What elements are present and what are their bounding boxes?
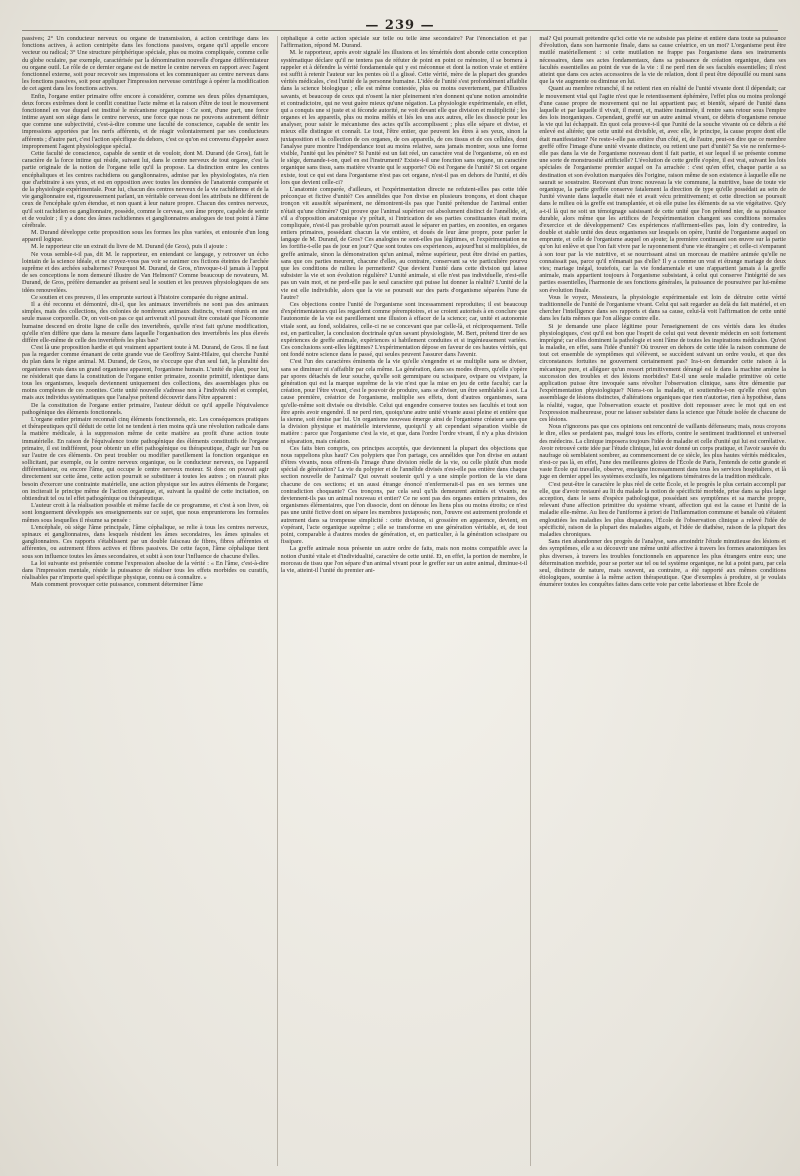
text-column-middle [281, 36, 528, 1168]
paragraph: C'est là une proposition hardie et qui vraiment appartient toute à M. Durand, de Gros. Il ne faut pas la regarder comme émanant de cette grande vue de Geoffroy Saint-Hilaire, qui cherche l'unité du plan dans le règne animal. M. Durand, de Gros, ne s'occupe que d'un seul fait, la pluralité des organismes vrais dans un grand organisme apparent, l'organisme humain. L'unité du plan, pour lui, ne résiderait que dans la constitution de l'organe entier primaire, zoonite primitif, identique dans tous les organismes, lesquels deviennent uniquement des collections, des assemblages plus ou moins complexes de ces zoonites. Cette unité nouvelle s'adresse non à l'individu réel et complet, mais aux individus systématiques que l'analyse prétend découvrir dans l'être apparent : [22, 345, 269, 402]
header-rule [22, 30, 778, 31]
paragraph: L'anatomie comparée, d'ailleurs, et l'expérimentation directe ne refutent-elles pas cette idée préconçue et fictive d'unité? Ces annélides que l'on divise en plusieurs tronçons, et dont chaque tronçon vit aussitôt séparément, ne démontrent-ils pas que l'unité prétendue de l'animal entier n'était qu'une chimère? Qui prouve que l'animal supérieur est absolument distinct de l'annélide, et, s'il a d'opposition anatomique s'y prêtait, si l'intrication de ses parties constituantes était moins compliquée, n'est-il pas probable qu'on pourrait aussi le séparer en parties, en zoonites, en organes entiers primaires, possédant chacun la vie entière, et doués de leur âme propre, pour parler le langage de M. Durand, de Gros? Ces analogies ne sont-elles pas légitimes, et l'expérimentation ne les fortifie-t-elle pas de jour en jour? Que sont toutes ces expériences, aujourd'hui si multipliées, de greffe animale, sinon la démonstration qu'un animal, même supérieur, peut être divisé en parties, sans que ces parties meurent, chacune d'elles, au contraire, conservant sa vie particulière pourvu que les conditions de milieu le permettent? Que devient l'unité dans cette division qui laisse subsister la vie et son évolution régulière? L'unité animale, si elle n'est pas individuelle, n'est-elle pas un vain mot, et ne perd-elle pas le seul caractère qui puisse lui donner la réalité? L'unité de la vie est elle indivisible, alors que la vie se poursuit sur des parts d'organisme séparées l'une de l'autre? [280, 186, 528, 301]
paragraph: Vous le voyez, Messieurs, la physiologie expérimentale est loin de détruire cette vérité traditionnelle de l'unité de l'organisme vivant. Celui qui sait regarder au delà du fait matériel, et en chercher l'intelligence dans ses rapports et dans sa cause, celui-là voit l'affirmation de cette unité dans les faits mêmes que l'on allègue contre elle. [539, 294, 786, 323]
paragraph: céphalique à cette action spéciale sur telle ou telle âme secondaire? Par l'énonciation et par l'affirmation, répond M. Durand. [280, 36, 528, 50]
paragraph: passives; 2° Un conducteur nerveux ou organe de transmission, à action centrifuge dans les fonctions actives, à action centripète dans les fonctions passives, organe qu'il appelle encore vecteur ou radical; 3° Une structure périphérique spéciale, plus ou moins compliquée, comme celle du globe oculaire, par exemple, caractérisée par la dénomination nouvelle d'organe différentiateur ou organe outil. Le rôle de ce dernier organe est de mettre le centre nerveux en rapport avec l'agent fonctionnel externe, soit pour recevoir ses impressions et les communiquer au centre nerveux dans les fonctions passives, soit pour appliquer l'impression nerveuse centrifuge à opérer la modification de cet agent dans les fonctions actives. [22, 36, 269, 93]
paragraph: Nous n'ignorons pas que ces opinions ont rencontré de vaillants défenseurs; mais, nous croyons le dire, elles se perdaient pas, malgré tous les efforts, contre le sentiment traditionnel et universel des médecins. La clinique imposera toujours l'idée de maladie et celle d'unité qui lui est corrélative. Avoir retrouvé cette idée par l'étude clinique, lui avoir donné un corps pratique, et l'avoir sauvée du naufrage où semblaient sombrer, au commencement de ce siècle, les plus hautes vérités médicales, n'est-ce pas là, en effet, l'une des meilleures gloires de l'École de Paris, l'entends de cette grande et vaste École qui travaille, observe, enseigne incessamment dans tous les services hospitaliers, et là juge en dernier appel les systèmes exclusifs, les négations téméraires de la tradition médicale. [539, 424, 786, 481]
paragraph: Si je demande une place légitime pour l'enseignement de ces vérités dans les études physiologiques, c'est qu'il est bon que l'esprit de celui qui veut devenir médecin en soit fortement imprégné; car elles dominent la pathologie et sont l'âme de toutes les inspirations médicales. Qu'est la maladie, en effet, sans l'idée d'unité? Où trouver en dehors de cette idée la raison commune de tout cet ensemble de symptômes qui s'élèvent, se succèdent suivant un ordre voulu, et que des circonstances fortuites ne gouvernent certainement pas? Ira-t-on demander cette raison à la mécanique pure, et alléguer qu'un ressort primitivement dérangé est le dans la machine amène la succession des troubles et des lésions morbides? Est-il une seule maladie primitive où cette application puisse être invoquée sans révolter l'observation clinique, sans être démentie par l'expérimentation physiologique? Niera-t-on la maladie, et soutiendra-t-on qu'elle n'est qu'un assemblage de lésions distinctes, d'altérations organiques que rien n'autorise, rien à hypothèse, dans la réalité, vague, que l'observation exacte et positive doit repousser avec le mot qui en est l'expression malheureuse, pour ne laisser subsister dans la science que l'étude isolée de chacune de ces lésions. [539, 323, 786, 423]
paragraph: Ne vous semble-t-il pas, dit M. le rapporteur, en entendant ce langage, y retrouver un écho lointain de la science idéale, et ne croyez-vous pas voir se ranimer ces fictions éteintes de l'archée suprême et des archées subalternes? Pourquoi M. Durand, de Gros, n'invoque-t-il jamais à l'appui de ses conceptions le nom demeuré illustre de Van Helmont? Comme beaucoup de novateurs, M. Durand, de Gros, préfère demander au présent seul le soutien et les preuves physiologiques de ses idées renouvelées. [22, 251, 269, 294]
column-divider [530, 36, 531, 1166]
paragraph: Mais comment provoquer cette puissance, comment déterminer l'âme [31, 582, 203, 589]
paragraph: C'est l'un des caractères éminents de la vie qu'elle s'engendre et se multiplie sans se diviser, sans se diminuer ni s'affaiblir par cela même. La génération, dans ses modes divers, qu'elle s'opère par spores détachés de leur souche, qu'elle soit gemmipare ou scissipare, ovipare ou vivipare, la génération qui est la marque suprême de la vie n'est que la mise en jeu de cette faculté; car la création, pour l'être vivant, c'est le pouvoir de produire, sans se diviser, un être semblable à soi. La cause première, créatrice de l'organisme, multiplie ses effets, dont d'autres organismes, sans qu'elle-même soit divisée ou divisible. Celui qui engendre conserve toutes ses facultés et tout son être après avoir engendré. Il ne perd rien, quoiqu'une autre unité vivante aussi pleine et entière que la sienne, soit émise par lui. Un organisme nouveau émerge ainsi de l'organisme créateur sans que la division physique et matérielle intervienne, quoiqu'il y ait cependant séparation visible de matière : parce que l'organisme c'est la vie, et que, dans l'ordre l'ordre vivant, il n'y a plus division ni séparation, mais création. [280, 359, 528, 445]
paragraph: De la constitution de l'organe entier primaire, l'auteur déduit ce qu'il appelle l'équivalence pathogénique des éléments fonctionnels. [22, 402, 269, 416]
text-column-left [22, 36, 269, 1168]
paragraph: M. le rapporteur cite un extrait du livre de M. Durand (de Gros), puis il ajoute : [31, 244, 228, 251]
paragraph: La greffe animale nous présente un autre ordre de faits, mais non moins compatible avec la notion d'unité vitale et d'individualité, caractère de cette unité. Et, en effet, la portion de membre, le morceau de tissu que l'on sépare d'un animal vivant pour le greffer sur un autre animal, diminue-t-il la vie, atteint-il l'unité du premier ani- [280, 546, 528, 574]
text-columns [22, 36, 786, 1168]
paragraph: M. le rapporteur, après avoir signalé les illusions et les témérités dont abonde cette conception systématique déclare qu'il ne tentera pas de réfuter de point en point ce mémoire, il se bornera à rappeler et à défendre la vérité fondamentale qui y est méconnue et dont la notion vraie et entière est suffit à retenir l'auteur sur les pentes où il a glissé. Cette vérité, mère de la plupart des grandes vérités médicales, c'est l'unité de la personne humaine. L'idée de l'unité s'est profondément affaiblie dans la science biologique ; elle est même contestée, plus ou moins ouvertement, par d'illustres savants, et beaucoup de ceux qui n'osent la nier pleinement n'en donnent qu'une notion amoindrie et contradictoire, qui ne veut guère mieux qu'une négation. La physiologie expérimentale, en effet, qui a conquis une si juste et si féconde autorité, ne voit devant elle que division et multiplicité ; les organes et les appareils, plus ou moins mêlés et liés les uns aux autres, elle les dissocie pour les analyser, pour saisir le mécanisme des actes qu'ils accomplissent ; plus elle sépare et divise, et mieux elle distingue et connaît. Le tout, l'être entier, que peuvent les êtres à ses yeux, sinon la juxtaposition et la collection de ces organes, de ces appareils, de ces tissus et de ces cellules, dont l'analyse pure montre l'indépendance tout au moins relative, sans jamais montrer, sous une forme visible, l'unité qui les pénètre? Si l'unité est un fait réel, un caractère vrai de l'organisme, où en est le siège, demande-t-on, quel en est l'instrument? Existe-t-il une fonction sans organe, un caractère organique sans tissu, sans matière vivante qui le supporte? Où est l'organe de l'unité? Si cet organe existe, tout ce qui est dans l'organisme n'est pas cet organe, n'est-il pas en dehors de l'unité, et dès lors que devient celle-ci? [280, 50, 528, 186]
paragraph: Cette faculté de conscience, capable de sentir et de vouloir, dont M. Durand (de Gros), fait le caractère de la force intime qui réside, suivant lui, dans le centre nerveux de tout organe, c'est la partie originale de la notion de l'organe telle qu'il la propose. La distinction entre les centres encéphaliques et les centres rachidiens ou ganglionnaires, admise par les physiologistes, n'a rien que d'arbitraire à ses yeux, et est en opposition avec toutes les données de l'anatomie comparée et de la physiologie expérimentale. Pour lui, chacun des centres nerveux de la vie rachidienne et de la vie ganglionnaire est, rigoureusement parlant, un véritable cerveau dont les attributs ne diffèrent de ceux de l'encéphale qu'en étendue, et non quant à leur nature propre. Chacun des centres nerveux, qu'il soit rachidien ou ganglionnaire, possède, comme le cerveau, son âme propre, capable de sentir et de vouloir ; il y a donc des âmes rachidiennes et ganglionnaires analogues de tout point à l'âme cérébrale. [22, 151, 269, 229]
text-column-right [539, 36, 786, 1168]
paragraph: Sans rien abandonner des progrès de l'analyse, sans amoindrir l'étude minutieuse des lésions et des symptômes, elle a su découvrir une même unité affective à travers les formes anatomiques les plus diverses, à travers les troubles fonctionnels en apparence les plus étrangers entre eux; une détermination morbide, pour se porter sur tel ou tel système organique, ne lui a point paru, par cela seul, distincte de nature, mais souvent, au contraire, a été rapporté aux mêmes conditions étiologiques, soumise à la même action thérapeutique. Que d'exemples à produire, si je voulais énumérer toutes les conquêtes faites dans cette voie par cette laborieuse et libre École de [539, 539, 786, 589]
paragraph: Ces faits bien compris, ces principes acceptés, que deviennent la plupart des objections que nous rappelions plus haut? Ces polypiers que l'on partage, ces annélides que l'on divise en autant d'êtres vivants, nous offrent-ils l'image d'une division réelle de la vie, ou celle plutôt d'un mode spécial de génération? La vie du polypier et de l'annélide divisés n'est-elle pas entière dans chaque section nouvelle de l'animal? Qui ouvrait soutenir qu'il y a une simple portion de la vie dans chacune de ces sections; et un aussi étrange énoncé n'enfermerait-il pas en ses termes une contradiction choquante? Ces tronçons, par cela seul qu'ils demeurent animés et vivants, ne deviennent-ils pas un animal nouveau et entier? Ce ne sont pas des organes entiers primaires, des organismes élémentaires, que l'on dissocie, dont on dénoue les liens plus ou moins étroits; ce n'est pas une unité fictive dont on sépare les membres juxtaposés; non, l'œuvre est autrement profonde et autrement dans sa trompeuse simplicité : cette division, si grossière en apparence, devient, en s'opérant, l'acte organique suprême ; elle se transforme en une génération véritable, et, de tout point, comparable à d'autres modes de génération, et, en particulier, à la génération scissipare ou fissipare. [280, 445, 528, 546]
paragraph: Ce soutien et ces preuves, il les emprunte surtout à l'histoire comparée du règne animal. [31, 294, 249, 301]
paragraph: La loi suivante est présentée comme l'expression absolue de la vérité : « En l'âme, c'est-à-dire dans l'impression mentale, réside la puissance de réaliser tous les effets morbides ou curatifs, réalisables par n'importe quel spécifique physique, connu ou à connaître. » [22, 560, 269, 582]
paragraph: L'organe entier primaire reconnaît cinq éléments fonctionnels, etc. Les conséquences pratiques et thérapeutiques qu'il déduit de cette loi ne tendent à rien moins qu'à une révolution radicale dans la matière médicale, à la suppression même de cette matière au profit d'une action toute immatérielle. En raison de l'équivalence toute pathogénique des éléments constitutifs de l'organe primaire, il est indifférent, pour obtenir un effet pathogénique ou thérapeutique, d'agir sur l'un ou sur l'autre de ces éléments. On peut troubler ou modifier pareillement la fonction organique en sollicitant, par exemple, ou le centre nerveux organique, ou le conducteur nerveux, ou l'appareil différentiateur, ou encore l'âme, qui occupe le centre nerveux moteur. Si donc on pouvait agir directement sur cette âme, cette action pourrait se substituer à toutes les autres ; on n'aurait plus besoin d'exercer une contrainte matérielle, une action physique sur les autres éléments de l'organe; on inciterait le principe même de l'action organique, et, suivant la qualité de cette incitation, on obtiendrait tel ou tel effet pathogénique ou thérapeutique. [22, 416, 269, 502]
paragraph: M. Durand développe cette proposition sous les formes les plus variées, et entourée d'un long appareil logique. [22, 230, 269, 244]
paragraph: C'est peut-être le caractère le plus réel de cette École, et le progrès le plus certain accompli par elle, que d'avoir restauré au lit du malade la notion de spécificité morbide, prise dans sa plus large acception, dans le sens d'espèce pathologique, possédant ses symptômes et sa marche propre, relevant d'une affection primitive du système vivant, affection qui est la cause et l'unité de la maladie elle-même. Au lieu de l'uniforme à priori de l'inflammation commune et banale où s'étaient engloutiées les maladies les plus disparates, l'École de l'observation clinique a relevé l'idée de spécificité, raison de la plupart des maladies aiguës, et l'idée de diathèse, raison de la plupart des maladies chroniques. [539, 481, 786, 538]
paragraph: Ces objections contre l'unité de l'organisme sont incessamment reproduites; il est beaucoup d'expérimentateurs qui les regardent comme péremptoires, et se croient autorisés à en conclure que l'autonomie de la vie est pareillement une illusion à effacer de la science; car, unité et autonomie vitale sont, au fond, solidaires, celle-ci ne se concevant que par celle-là, et réciproquement. Telle est, en particulier, la conclusion doctrinale qu'un savant physiologiste, M. Bert, prétend tirer de ses expériences de greffe animale, expériences si habilement conduites et si ingénieusement variées. Ces conclusions sont-elles légitimes? L'expérimentation dépose en faveur de ces hautes vérités, qui ont fondé notre science dans le passé, qui seules peuvent l'assurer dans l'avenir. [280, 301, 528, 359]
column-divider [277, 36, 278, 1166]
paragraph: Il a été reconnu et démontré, dit-il, que les animaux invertébrés ne sont pas des animaux simples, mais des collections, des colonies de nombreux animaux distincts, vivant réunis en une seule masse corporelle. Or, on voit-on pas ce qui arriverait s'il pouvait être constaté que l'économie humaine descend en droite ligne de celle des invertébrés, qu'elle n'est fait qu'une modification, qu'elle n'en diffère que dans la mesure dans laquelle l'organisation des invertébrés les plus élevés diffère elle-même de celle des invertébrés les plus bas? [22, 301, 269, 344]
page-number: — 239 — [365, 17, 435, 33]
paragraph: mal? Qui pourrait prétendre qu'ici cette vie ne subsiste pas pleine et entière dans toute sa puissance d'évolution, dans son harmonie finale, dans sa cause créatrice, en un mot? L'organisme peut être mutilé matériellement : si cette mutilation ne frappe pas l'organisme dans ses instruments nécessaires, dans ses actes fondamentaux, dans sa puissance de création organique, dans ses facultés essentielles au point de vue de la vie : il ne perd rien de ses facultés essentielles; il n'est atteint que dans ces actes accessoires de la vie de relation, dont il peut être dépouillé ou muni sans que la vie augmente ou diminue en lui. [539, 36, 786, 86]
paragraph: L'auteur croit à la réalisation possible et même facile de ce programme, et c'est à son livre, où sont longuement développés ses enseignements sur ce sujet, que nous emprunterons les formules mêmes sous lesquelles il résume sa pensée : [22, 503, 269, 524]
paragraph: L'encéphale, où siège l'âme principale, l'âme céphalique, se relie à tous les centres nerveux, spinaux et ganglionnaires, dans lesquels résident les âmes secondaires, les âmes spinales et ganglionnaires. Ces rapports s'établissent par un double faisceau de fibres, fibres afférentes et afférentes, ou autrement fibres actives et fibres passives. De cette façon, l'âme céphalique tient sous son influence toutes les âmes secondaires, et subit à son tour l'influence de chacune d'elles. [22, 524, 269, 560]
paragraph: Enfin, l'organe entier primaire offre encore à considérer, comme ses deux pôles dynamiques, deux forces extrêmes dont le conflit constitue l'acte même et la raison d'être de tout le mouvement fonctionnel en vue duquel est institué le mécanisme organique : Ce sont, d'une part, une force intime ayant son siège dans le centre nerveux, une force que nous ne pouvons autrement définir que comme une subjectivité, c'est-à-dire comme une faculté de conscience, capable de sentir les impressions apportées par les nerfs afférents, et de réagir volontairement par ses conducteurs afférents ; d'autre part, c'est l'action spécifique du dehors, c'est ce qu'on est convenu d'appeler assez improprement l'agent physiologique spécial. [22, 93, 269, 150]
paragraph: Quant au membre retranché, il ne retient rien en réalité de l'unité vivante dont il dépendait; car le mouvement vital qui l'agite n'est que le retentissement éphémère, l'effet plus ou moins prolongé d'une cause propre de mouvement qui ne lui appartient pas; et bientôt, séparé de l'unité dans laquelle et par laquelle il vivait, il meurt, et, matière inanimée, il rentre sans retour sous l'empire des lois inorganiques. Cependant, greffé sur un autre animal vivant, ce débris d'organisme renoue la vie qui lui échappait. En quoi cela prouve-t-il que l'unité de la souche vivante où ce débris a été enlevé est altérée; que cette unité est divisible, et, avec elle, le principe, la cause propre dont elle était manifestation? Ne reste-t-elle pas entière d'un côté, et, de l'autre, peut-on dire que ce membre greffé offre l'image d'une unité vivante distincte, ou retient une part d'unité? Sa vie ne renferme-t-elle pas dans la vie de l'organisme nouveau dont il fait partie, et sur lequel il se présente comme une sorte de monstruosité artificielle? L'évolution de cette greffe s'opère, il est vrai, suivant les lois spéciales de l'organisme premier auquel on l'a arrachée : c'est qu'en effet, chaque partie a sa destination et son évolution marquées dès l'origine, raison même de son existence à laquelle elle ne saurait se soustraire. Recevant d'un tronc nouveau la vie commune, la nutritive, base de toute vie organique, la partie greffée conserve fatalement la direction de type qu'elle possédait au sein de l'unité vivante dans laquelle était née et avait vécu primitivement; et cette direction se poursuit dans le milieu où la greffe est transplantée, et où elle puise les éléments de sa vie végétative. Qu'y a-t-il là qui ne soit un témoignage saisissant de cette unité que l'on prétend nier, de sa puissance durable, alors même que les artifices de l'expérimentation changent ses conditions normales d'exercice et de développement? Ces expériences n'affirment-elles pas, loin d'y contredire, la double et stable unité des deux organismes sur lesquels on opère, l'unité de l'organisme auquel on emprunte, et celle de l'organisme auquel on ajoute; la première continuant son œuvre sur la partie qu'on lui enlève et que l'on fait vivre par le rayonnement d'une vie étrangère ; et celle-ci s'emparant à son tour par la vie nutritive, et se nourrissant ainsi un morceau de matière animée qu'elle ne connaissait pas, parce qu'il n'émanait pas d'elle? Il y a comme un vrai et étrange mariage de deux vies; mariage inégal, toutefois, car la vie fondamentale et une n'appartient jamais à la greffe animale, mais appartient toujours à l'organisme subsistant, à celui qui conserve l'intégrité de ses parties essentielles, l'harmonie de ses fonctions générales, la puissance de poursuivre par lui-même son évolution finale. [539, 86, 786, 294]
